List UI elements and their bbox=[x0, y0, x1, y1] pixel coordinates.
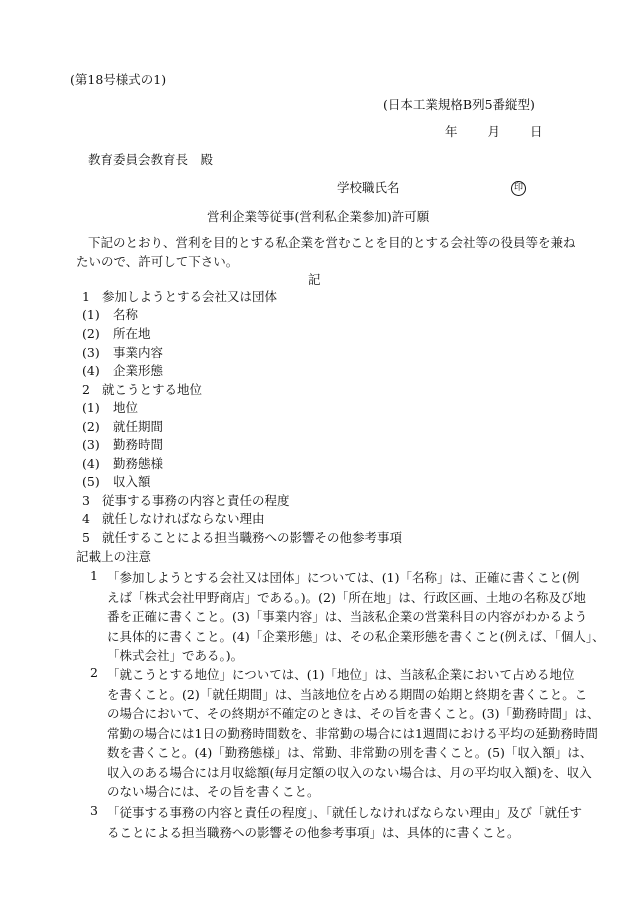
list-item: 2 就こうとする地位 bbox=[82, 382, 203, 397]
paper-size-note: (日本工業規格B列5番縦型) bbox=[383, 97, 535, 112]
list-item: (4) 勤務態様 bbox=[82, 456, 164, 471]
list-item: 5 就任することによる担当職務への影響その他参考事項 bbox=[82, 530, 403, 545]
note-line: 「参加しようとする会社又は団体」については、(1)「名称」は、正確に書くこと(例 bbox=[107, 570, 580, 585]
intro-line-2: たいので、許可して下さい。 bbox=[76, 254, 239, 269]
note-number: 3 bbox=[90, 803, 98, 818]
addressee: 教育委員会教育長 殿 bbox=[88, 152, 214, 167]
seal-mark bbox=[511, 178, 526, 196]
list-item: (4) 企業形態 bbox=[82, 363, 164, 378]
list-item: 4 就任しなければならない理由 bbox=[82, 511, 265, 526]
note-line: 番を正確に書くこと。(3)「事業内容」は、当該私企業の営業科目の内容がわかるよう bbox=[107, 609, 588, 624]
date-year: 年 bbox=[445, 124, 458, 139]
list-item: 1 参加しようとする会社又は団体 bbox=[82, 289, 278, 304]
ki-heading: 記 bbox=[308, 272, 321, 287]
notes-heading: 記載上の注意 bbox=[76, 549, 152, 564]
applicant-label: 学校職氏名 bbox=[337, 180, 400, 195]
note-number: 2 bbox=[90, 665, 98, 680]
date-month: 月 bbox=[487, 124, 501, 139]
note-number: 1 bbox=[90, 568, 98, 583]
list-item: (1) 地位 bbox=[82, 400, 139, 415]
note-line: のない場合には、その旨を書くこと。 bbox=[107, 784, 320, 799]
list-item: (5) 収入額 bbox=[82, 474, 151, 489]
note-line: 「従事する事務の内容と責任の程度」、「就任しなければならない理由」及び「就任す bbox=[107, 805, 583, 820]
date-line bbox=[445, 122, 543, 140]
list-item: 3 従事する事務の内容と責任の程度 bbox=[82, 493, 290, 508]
note-1 bbox=[107, 568, 605, 666]
note-line: 「就こうとする地位」については、(1)「地位」は、当該私企業において占める地位 bbox=[107, 667, 575, 682]
form-number: (第18号様式の1) bbox=[70, 72, 167, 87]
note-line: を書くこと。(2)「就任期間」は、当該地位を占める期間の始期と終期を書くこと。こ bbox=[107, 686, 588, 702]
list-item: (3) 勤務時間 bbox=[82, 437, 164, 452]
note-line: ることによる担当職務への影響その他参考事項」は、具体的に書くこと。 bbox=[107, 824, 520, 840]
note-line: 数を書くこと。(4)「勤務態様」は、常勤、非常勤の別を書くこと。(5)「収入額」は、 bbox=[107, 745, 593, 760]
list-item: (3) 事業内容 bbox=[82, 345, 164, 360]
note-line: に具体的に書くこと。(4)「企業形態」は、その私企業形態を書くこと(例えば、「個人」、 bbox=[107, 628, 605, 644]
note-line: の場合において、その終期が不確定のときは、その旨を書くこと。(3)「勤務時間」は、 bbox=[107, 706, 600, 721]
intro-line-1: 下記のとおり、営利を目的とする私企業を営むことを目的とする会社等の役員等を兼ね bbox=[88, 235, 576, 250]
date-day: 日 bbox=[530, 124, 543, 139]
note-line: えば「株式会社甲野商店」である。)。(2)「所在地」は、行政区画、土地の名称及び地 bbox=[107, 589, 586, 605]
list-item: (2) 所在地 bbox=[82, 326, 151, 341]
list-item: (1) 名称 bbox=[82, 307, 139, 322]
seal-icon: 印 bbox=[511, 181, 526, 196]
note-3 bbox=[107, 803, 582, 842]
note-line: 収入のある場合には月収総額(毎月定額の収入のない場合は、月の平均収入額)を、収入 bbox=[107, 764, 592, 780]
note-line: 「株式会社」である。)。 bbox=[107, 648, 244, 663]
note-2 bbox=[107, 665, 599, 802]
list-item: (2) 就任期間 bbox=[82, 419, 164, 434]
note-line: 常勤の場合には1日の勤務時間数を、非常勤の場合には1週間における平均の延勤務時間 bbox=[107, 725, 598, 741]
document-title: 営利企業等従事(営利私企業参加)許可願 bbox=[207, 209, 430, 224]
